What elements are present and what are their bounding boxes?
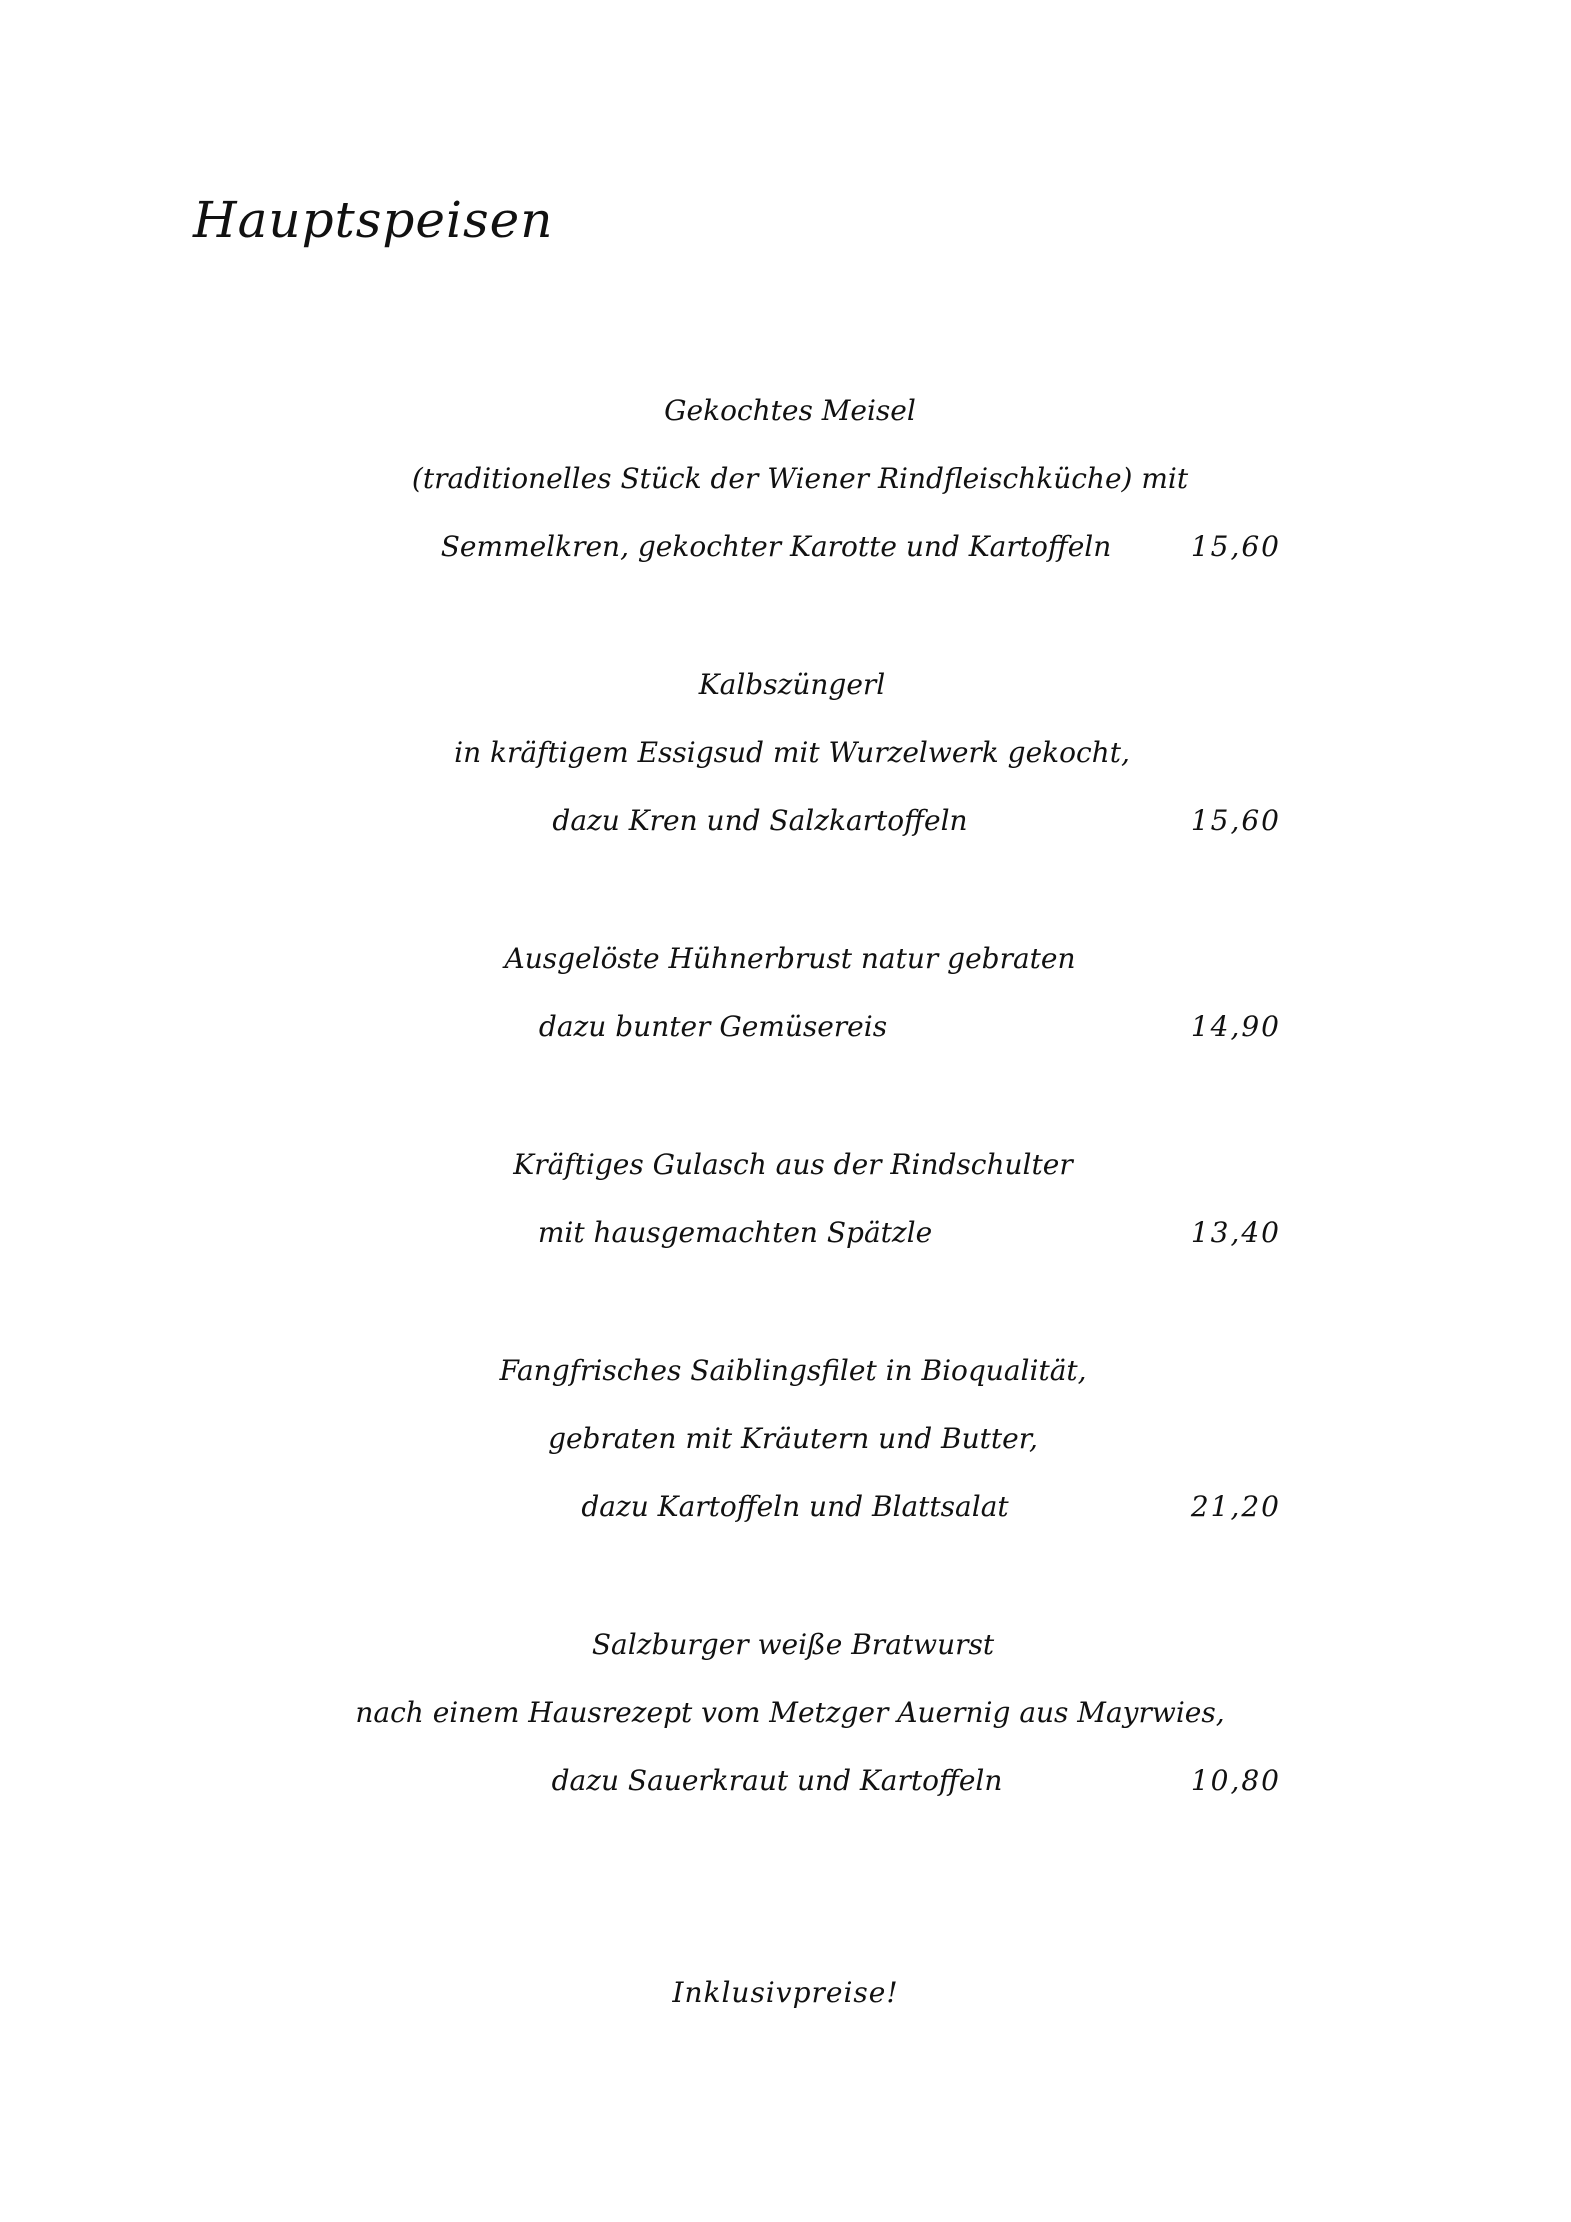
dish-line: in kräftigem Essigsud mit Wurzelwerk gekocht, bbox=[454, 736, 1130, 769]
dish-price: 10,80 bbox=[1190, 1764, 1281, 1797]
dish-line: (traditionelles Stück der Wiener Rindfleischküche) mit bbox=[411, 462, 1189, 495]
dish-line: dazu Kartoffeln und Blattsalat bbox=[581, 1490, 1009, 1523]
dish-price: 13,40 bbox=[1190, 1216, 1281, 1249]
dish-line: Kalbszüngerl bbox=[698, 668, 886, 701]
dish-line: mit hausgemachten Spätzle bbox=[537, 1216, 933, 1249]
dish-line: Ausgelöste Hühnerbrust natur gebraten bbox=[504, 942, 1076, 975]
dish-price: 14,90 bbox=[1190, 1010, 1281, 1043]
dish-line: Fangfrisches Saiblingsfilet in Bioqualität, bbox=[499, 1354, 1087, 1387]
dish-line: nach einem Hausrezept vom Metzger Auernig aus Mayrwies, bbox=[355, 1696, 1225, 1729]
dish-line: Kräftiges Gulasch aus der Rindschulter bbox=[513, 1148, 1073, 1181]
dish-price: 21,20 bbox=[1190, 1490, 1281, 1523]
dish-line: gebraten mit Kräutern und Butter, bbox=[548, 1422, 1038, 1455]
dish-line: Semmelkren, gekochter Karotte und Kartoffeln bbox=[440, 530, 1112, 563]
dish-price: 15,60 bbox=[1190, 530, 1281, 563]
price-note: Inklusivpreise! bbox=[672, 1976, 899, 2009]
dish-price: 15,60 bbox=[1190, 804, 1281, 837]
dish-line: Salzburger weiße Bratwurst bbox=[591, 1628, 995, 1661]
page-title: Hauptspeisen bbox=[193, 191, 554, 249]
dish-line: dazu Kren und Salzkartoffeln bbox=[552, 804, 968, 837]
dish-line: dazu bunter Gemüsereis bbox=[538, 1010, 888, 1043]
dish-line: dazu Sauerkraut und Kartoffeln bbox=[551, 1764, 1003, 1797]
dish-line: Gekochtes Meisel bbox=[664, 394, 916, 427]
